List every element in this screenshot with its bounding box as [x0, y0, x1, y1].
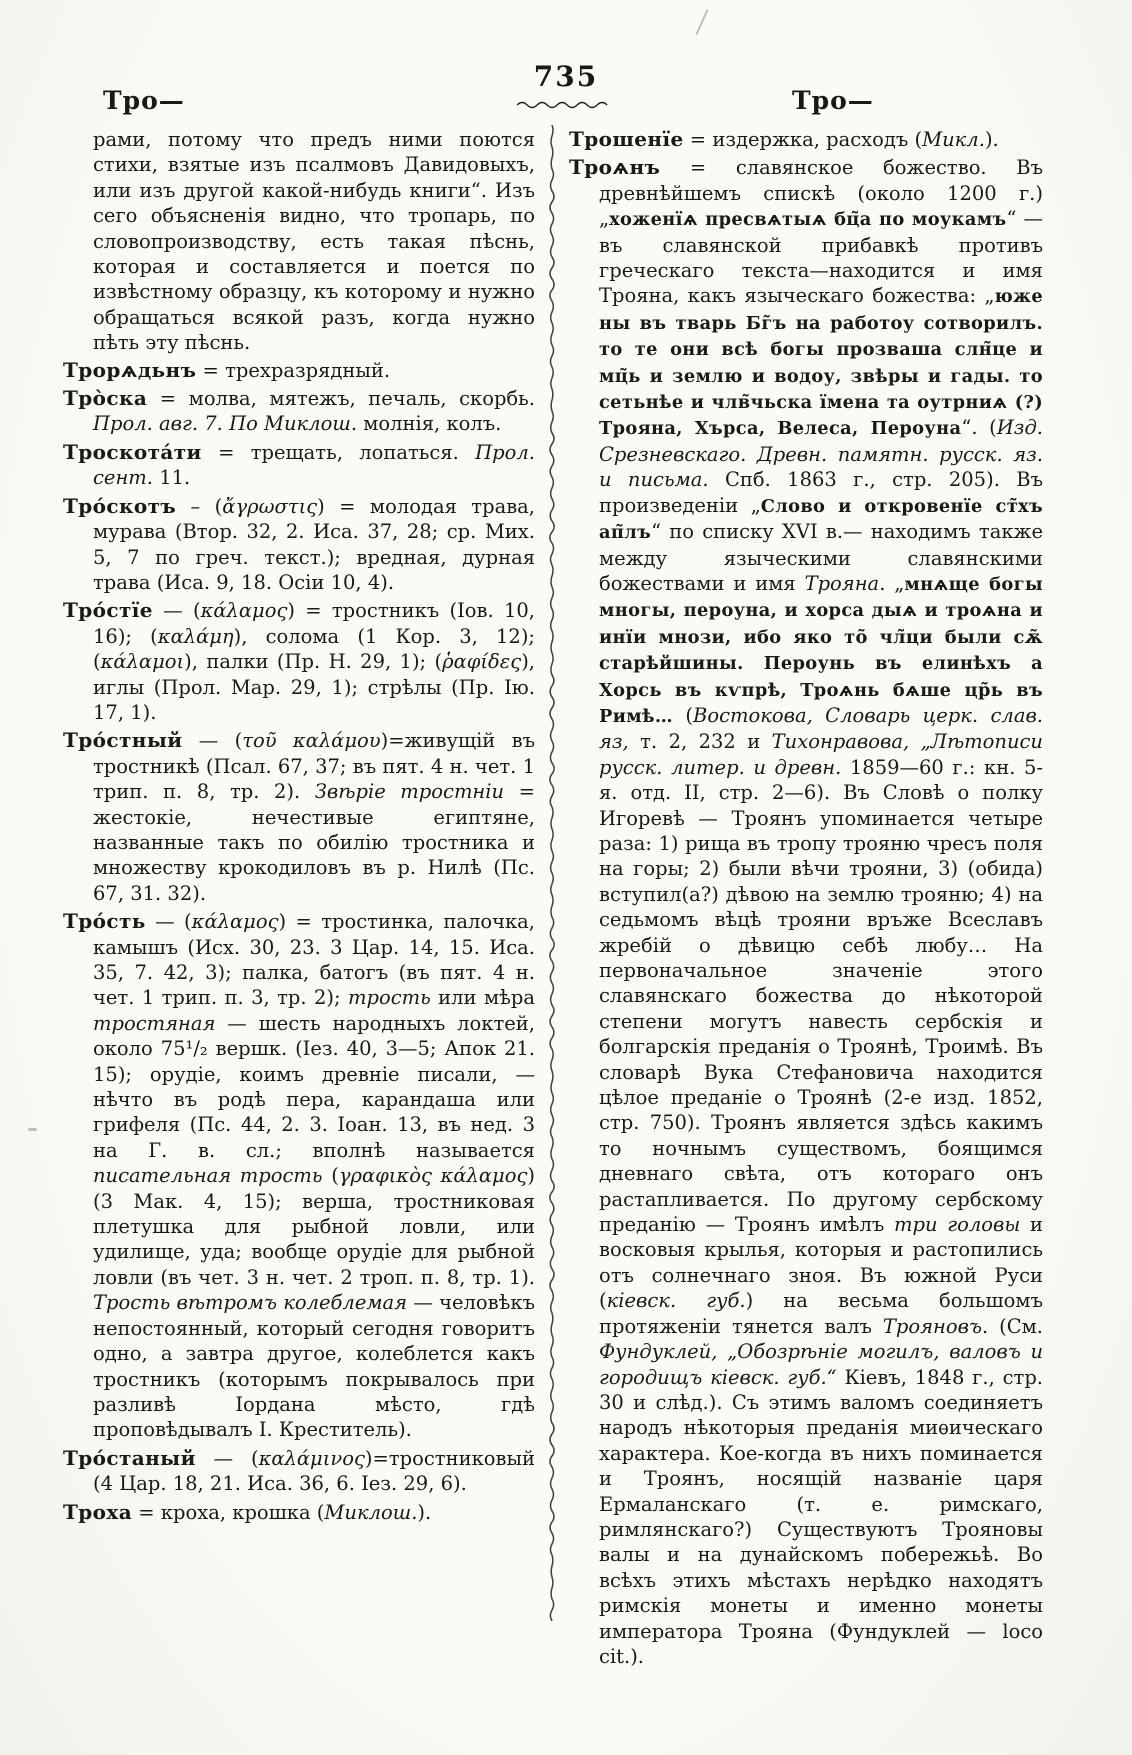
entry-text-run: ), солома (1 Кор. 3, 12); ( — [93, 624, 535, 674]
entry-text-run: κάλαμος — [191, 910, 279, 934]
entry-text-run: καλάμη — [157, 624, 234, 648]
entry-text-run: — ( — [195, 1446, 259, 1470]
entry-text-run: . (См. — [981, 1314, 1043, 1338]
entry-text-run: три головы — [894, 1213, 1021, 1237]
entry-text-run: ) = молодая трава, мурава (Втор. 32, 2. Иса. 37, 28; ср. Мих. 5, 7 по греч. текст.); вредная, дурная трава (Иса. 9, 18. Осіи 10, 4). — [93, 494, 535, 594]
entry-text-run: Спб. 1863 г., стр. 205). Въ произведеніи „ — [599, 468, 1043, 517]
entry-text-run: ), палки (Пр. Н. 29, 1); ( — [184, 650, 443, 674]
entry-text-run: юже ны въ тварь Бг̃ъ на работоу сотворилъ. то те они всѣ богы прозваша слн̃це и мц̃ь и землю и водоу, звѣры и гады. то сетьнѣе и члв̃чьска їмена та оутрниѧ (?) Трояна, Хърса, Велеса, Пероуна — [599, 286, 1043, 440]
entry-text-run: ) на весьма большомъ протяженіи тянется валъ — [599, 1289, 1043, 1338]
entry-headword: Тро́стїе — [63, 598, 153, 623]
entry-text-run: “ по списку XVI в.— находимъ также между языческими славянскими божествами и имя — [599, 520, 1043, 595]
entry-text-run: 11. — [153, 466, 191, 490]
entry-text-run: Трояновъ — [882, 1314, 982, 1338]
page-number-flourish — [515, 99, 611, 111]
entry-text-run: κάλαμος — [200, 599, 288, 623]
dictionary-entry — [569, 127, 1043, 152]
entry-text-run: Трость вѣтромъ колеблемая — [93, 1291, 408, 1315]
entry-text-run: Фундуклей, „Обозрѣніе могилъ, валовъ и городищъ кіевск. губ.“ — [599, 1340, 1043, 1389]
entry-text-run: 1859—60 г.: кн. 5-я. отд. II, стр. 2—6). Въ Словѣ о полку Игоревѣ — Троянъ упоминается четыре раза: 1) рища въ тропу трояню чресъ поля на горы; 2) были вѣчи трояни, 3) (обида) вступил(а?) дѣвою на землю трояню; 4) на седьмомъ вѣцѣ трояни връже Всеславъ жребій о дѣвицю себѣ любу… На первоначальное значеніе этого славянскаго божества до нѣкоторой степени могутъ навесть сербскія и болгарскія преданія о Троянѣ, Троимѣ. Въ словарѣ Вука Стефановича находится цѣлое преданіе о Троянѣ (2-е изд. 1852, стр. 750). Троянъ является здѣсь какимъ то ночнымъ существомъ, боящимся дневнаго свѣта, отъ котораго онъ растапливается. По другому сербскому преданію — Троянъ имѣлъ — [599, 755, 1043, 1237]
left-column — [63, 127, 535, 1672]
entry-text-run: Изд. Срезневскаго. Древн. памятн. русск. яз. и письма. — [599, 416, 1043, 492]
entry-text-run: καλάμινος — [258, 1446, 365, 1470]
entry-text-run: ) (3 Мак. 4, 15); верша, тростниковая плетушка для рыбной ловли, или удилище, уда; вообще орудіе для рыбной ловли (въ чет. 3 н. чет. 2 троп. п. 8, тр. 1). — [93, 1164, 535, 1289]
running-head-left: Тро— — [103, 86, 185, 115]
stray-scan-mark — [28, 1128, 37, 1131]
entry-text-run: и восковыя крылья, которыя и растопились отъ солнечнаго зноя. Въ южной Руси ( — [599, 1213, 1044, 1313]
entry-text-run: = издержка, расходъ ( — [683, 128, 923, 151]
entry-text-run: Кіевъ, 1848 г., стр. 30 и слѣд.). Съ этимъ валомъ соединяетъ народъ нѣкоторыя преданія миѳическаго характера. Кое-когда въ нихъ поминается и Троянъ, носящій названіе царя Ермаланскаго (т. е. римскаго, римлянскаго?) Существуютъ Трояновы валы и на дунайскомъ побережьѣ. Во всѣхъ этихъ мѣстахъ нерѣдко находятъ римскія монеты и именно монеты императора Трояна (Фундуклей — loco cit.). — [599, 1365, 1043, 1668]
entry-headword: Тро́станый — [63, 1445, 196, 1470]
entry-text-run: — ( — [152, 599, 201, 623]
column-divider-rule — [545, 125, 559, 1621]
entry-headword: Тро́сть — [63, 909, 146, 934]
entry-text-run: ( — [673, 703, 694, 727]
entry-text-run: рами, потому что предъ ними поются стихи, взятые изъ псалмовъ Давидовыхъ, или изъ другой какой-нибудь книги“. Изъ сего объясненія видно, что тропарь, по словопроизводству, есть такая пѣснь, которая и составляется и поется по извѣстному образцу, къ которому и нужно обращаться всякой разъ, когда нужно пѣть эту пѣснь. — [93, 128, 535, 355]
dictionary-entry — [63, 440, 535, 491]
entry-text-run: = трехразрядный. — [196, 358, 391, 382]
entry-headword: Тро̀ска — [63, 386, 148, 411]
entry-text-run: )=живущій въ тростникѣ (Псал. 67, 37; въ пят. 4 н. чет. 1 трип. п. 8, тр. 2). — [93, 729, 535, 804]
dictionary-entry — [63, 598, 535, 725]
column-divider-area — [535, 127, 569, 1672]
right-column — [569, 127, 1043, 1672]
entry-text-run: — ( — [145, 910, 192, 934]
entry-text-run: Миклош. — [324, 1500, 418, 1524]
entry-text-run: = молва, мятежъ, печаль, скорбь. — [147, 387, 535, 411]
entry-text-run: — ( — [182, 729, 243, 753]
entry-text-run: — шесть народныхъ локтей, около 75¹/₂ вершк. (Іез. 40, 3—5; Апок 21. 15); орудіе, коимъ древніе писали, — нѣчто въ родѣ пера, карандаша или грифеля (Пс. 44, 2. 3. Іоан. 13, въ нед. 3 на Г. в. сл.; вполнѣ называется — [93, 1011, 535, 1162]
dictionary-entry — [63, 1446, 535, 1497]
entry-text-run: Слово и откровенїе ст̃хъ ап̃лъ — [599, 495, 1043, 544]
entry-text-run: Трояна — [804, 571, 880, 595]
entry-text-run: Тихонравова, „Лѣтописи русск. литер. и древн. — [599, 730, 1043, 779]
continuation-paragraph — [63, 127, 535, 356]
entry-text-run: т. 2, 232 и — [628, 730, 772, 754]
entry-text-run: ( — [322, 1164, 339, 1188]
entry-text-run: Микл. — [922, 128, 985, 151]
entry-headword: Тро́стный — [63, 728, 183, 753]
dictionary-entry — [63, 728, 535, 906]
entry-text-run: или мѣра — [430, 986, 535, 1010]
entry-text-run: Звѣріе тростніи — [314, 780, 505, 804]
dictionary-entry — [569, 155, 1043, 1669]
text-columns — [63, 127, 1069, 1672]
entry-text-run: )=тростниковый (4 Цар. 18, 21. Иса. 36, 6. Іез. 29, 6). — [93, 1446, 535, 1496]
entry-headword: Троѧнъ — [569, 155, 661, 180]
entry-text-run: ), иглы (Прол. Мар. 29, 1); стрѣлы (Пр. Ію. 17, 1). — [93, 650, 535, 724]
dictionary-entry — [63, 386, 535, 437]
running-head-right: Тро— — [792, 86, 874, 115]
entry-text-run: “. ( — [961, 416, 997, 440]
entry-text-run: ). — [417, 1500, 432, 1524]
entry-text-run: κάλαμοι — [100, 650, 185, 674]
entry-headword: Трорѧдьнъ — [63, 357, 197, 382]
entry-text-run: — человѣкъ непостоянный, который сегодня говоритъ одно, а завтра другое, колеблется какъ тростникъ (которымъ покрывалось при разливѣ Іордана мѣсто, гдѣ проповѣдывалъ І. Креститель). — [93, 1291, 535, 1442]
entry-text-run: молнія, колъ. — [357, 412, 502, 436]
entry-text-run: = трещать, лопаться. — [201, 440, 476, 464]
entry-text-run: = жестокіе, нечестивые египтяне, названные такъ по обилію тростника и множеству крокодиловъ въ р. Нилѣ (Пс. 67, 31. 32). — [93, 780, 535, 905]
entry-text-run: трость — [348, 986, 431, 1010]
entry-text-run: γραφικὸς κάλαμος — [338, 1164, 528, 1188]
entry-text-run: ) = тростникъ (Іов. 10, 16); ( — [93, 599, 535, 648]
entry-text-run: Прол. сент. — [93, 440, 535, 490]
dictionary-entry — [63, 1500, 535, 1525]
entry-text-run: хоженїѧ пресвѧтыѧ бц̃а по моукамъ — [609, 209, 1007, 231]
entry-text-run: кіевск. губ. — [606, 1289, 746, 1313]
entry-headword: Троскота́ти — [63, 439, 202, 464]
entry-text-run: = славянское божество. Въ древнѣйшемъ спискѣ (около 1200 г.) „ — [599, 156, 1043, 231]
entry-text-run: писательная трость — [93, 1164, 323, 1188]
entry-text-run: ). — [984, 128, 999, 151]
entry-headword: Троха — [63, 1499, 133, 1524]
entry-text-run: Прол. авг. 7. По Миклош. — [93, 412, 358, 436]
entry-text-run: – ( — [176, 494, 223, 518]
entry-text-run: τοῦ καλάμου — [242, 729, 381, 753]
entry-text-run: Востокова, Словарь церк. слав. яз, — [599, 703, 1043, 754]
page-number: 735 — [533, 60, 599, 93]
entry-text-run: мнѧще богы многы, пероуна, и хорса дыѧ и троѧна и инїи мнози, ибо яко то̃ чл̃ци были сѫ̃ старѣйшины. Пероунь въ елинѣхъ а Хорсь въ кѵпрѣ, Троѧнь бѧше цр̃ь въ Римѣ… — [599, 573, 1043, 727]
entry-text-run: “ — въ славянской прибавкѣ противъ греческаго текста—находится и имя Трояна, какъ языческаго божества: „ — [599, 207, 1043, 308]
entry-text-run: ἄγρωστις — [222, 494, 318, 518]
entry-headword: Трошенїе — [569, 127, 684, 151]
entry-text-run: = кроха, крошка ( — [132, 1500, 325, 1524]
dictionary-entry — [63, 358, 535, 383]
dictionary-entry — [63, 909, 535, 1443]
entry-headword: Тро́скотъ — [63, 493, 177, 518]
stray-scan-mark — [695, 9, 708, 35]
entry-text-run: тростяная — [93, 1011, 216, 1035]
entry-text-run: . „ — [879, 571, 905, 595]
dictionary-entry — [63, 494, 535, 596]
entry-text-run: ῥαφίδες — [442, 650, 522, 674]
entry-text-run: ) = тростинка, палочка, камышъ (Исх. 30, 23. 3 Цар. 14, 15. Иса. 35, 7. 42, 3); палка, батогъ (въ пят. 4 н. чет. 1 трип. п. 3, тр. 2); — [93, 910, 536, 1010]
